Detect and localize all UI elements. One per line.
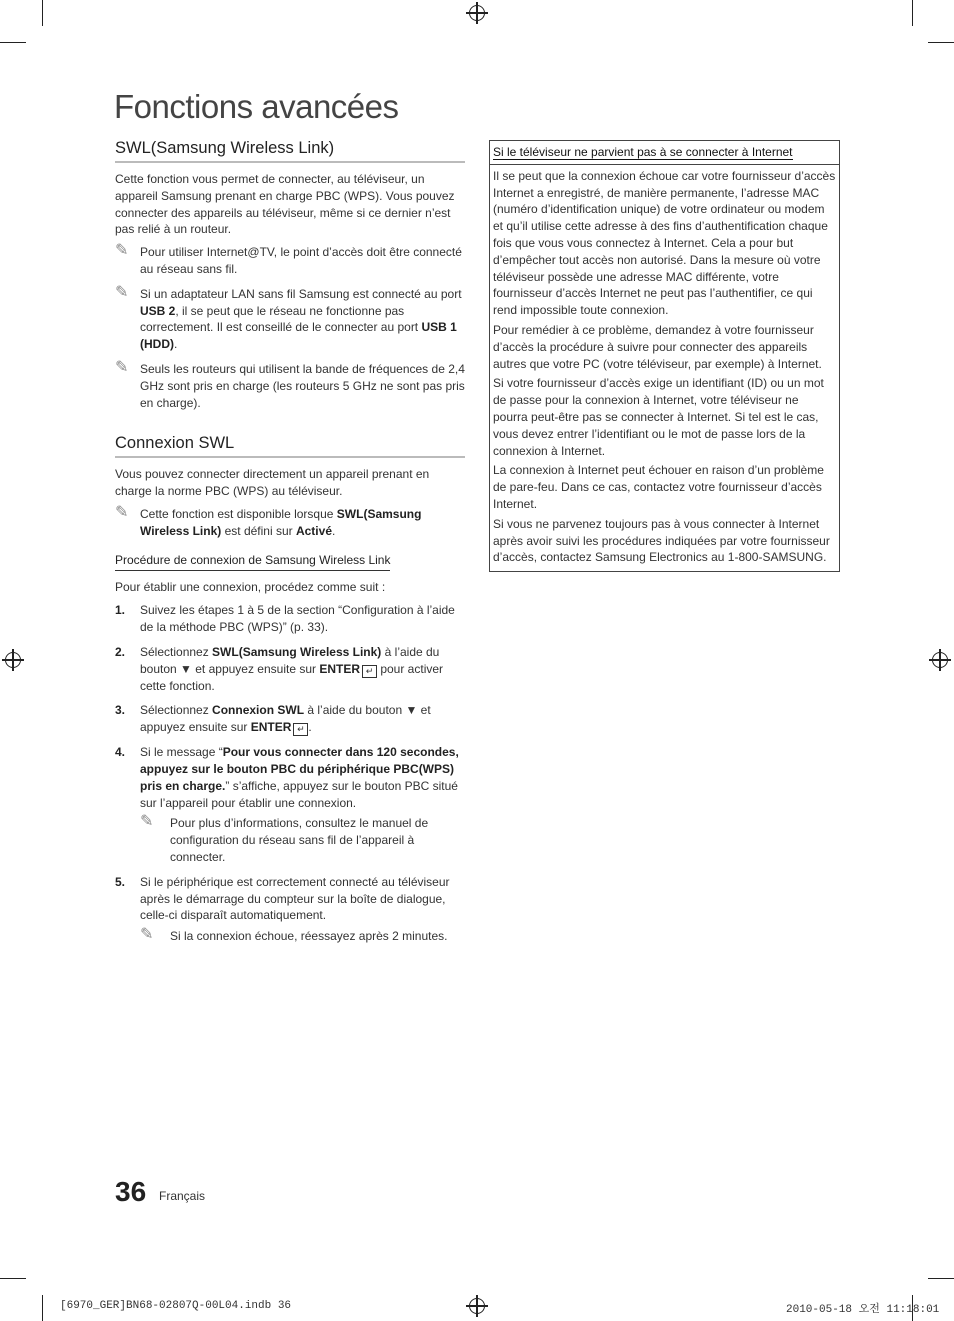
left-column (115, 138, 465, 953)
pencil-icon: ✎ (140, 926, 154, 944)
page-title: Fonctions avancées (114, 88, 399, 125)
list-item: 5. Si le périphérique est correctement connecté au téléviseur après le démarrage du compteur sur la boîte de dialogue, celle-ci disparaît automatiquement. ✎ Si la connexion échoue, réessayez après 2 minutes. (115, 874, 465, 945)
page-number: 36 (115, 1176, 147, 1207)
note: ✎ Pour utiliser Internet@TV, le point d’accès doit être connecté au réseau sans fil. (115, 242, 462, 276)
registration-mark-icon (469, 1298, 485, 1314)
note: ✎ Cette fonction est disponible lorsque SWL(Samsung Wireless Link) est défini sur Activé. (115, 503, 422, 538)
section-title-connexion-swl: Connexion SWL (115, 433, 465, 458)
registration-mark-icon (469, 5, 485, 21)
page-language: Français (159, 1189, 206, 1203)
enter-key-icon: ↵ (293, 723, 308, 736)
list-item: 2. Sélectionnez SWL(Samsung Wireless Link) à l’aide du bouton ▼ et appuyez ensuite sur ENTER ↵ pour activer cette fonction. (115, 644, 444, 693)
procedure-title: Procédure de connexion de Samsung Wireless Link (115, 552, 390, 572)
info-paragraph: Si vous ne parvenez toujours pas à vous connecter à Internet après avoir suivi les procédures indiquées par votre fournisseur d’accès, contactez Samsung Electronics au 1-800-SAMSUNG. (493, 516, 830, 565)
note: ✎ Seuls les routeurs qui utilisent la bande de fréquences de 2,4 GHz sont pris en charge (les routeurs 5 GHz ne sont pas pris en charge). (115, 358, 465, 410)
print-file-info: [6970_GER]BN68-02807Q-00L04.indb 36 (60, 1300, 292, 1312)
info-paragraph: Si votre fournisseur d’accès exige un identifiant (ID) ou un mot de passe pour la connexion à Internet, votre téléviseur ne pourra peut-être pas se connecter à Internet. Si tel est le cas, vous devez entrer l’identifiant ou le mot de passe lors de la connexion à Internet. (493, 376, 824, 458)
list-item: 4. Si le message “Pour vous connecter dans 120 secondes, appuyez sur le bouton PBC du périphérique PBC(WPS) pris en charge.” s’affiche, appuyez sur le bouton PBC situé sur l’appareil pour établir une connexion. ✎ Pour plus d’informations, consultez le manuel de configuration du réseau sans fil de l’appareil à connecter. (115, 744, 465, 866)
pencil-icon: ✎ (115, 242, 129, 260)
swl-intro: Cette fonction vous permet de connecter, au téléviseur, un appareil Samsung prenant en charge PBC (WPS). Vous pouvez connecter des appareils au téléviseur, même si ce dernier n’est pas relié à un routeur. (115, 172, 455, 237)
pencil-icon: ✎ (115, 503, 129, 521)
enter-key-icon: ↵ (362, 665, 377, 678)
pencil-icon: ✎ (115, 358, 129, 376)
pencil-icon: ✎ (140, 813, 154, 831)
print-timestamp: 2010-05-18 오전 11:18:01 (786, 1304, 940, 1316)
info-box-title: Si le téléviseur ne parvient pas à se connecter à Internet (490, 141, 839, 165)
section-title-swl: SWL(Samsung Wireless Link) (115, 138, 465, 163)
note: ✎ Si un adaptateur LAN sans fil Samsung est connecté au port USB 2, il se peut que le réseau ne fonctionne pas correctement. Il est conseillé de le connecter au port USB 1 (HDD). (115, 283, 462, 352)
connexion-intro: Vous pouvez connecter directement un appareil prenant en charge la norme PBC (WPS) au téléviseur. (115, 467, 430, 499)
note: ✎ Pour plus d’informations, consultez le manuel de configuration du réseau sans fil de l’appareil à connecter. (140, 813, 429, 864)
list-item: 3. Sélectionnez Connexion SWL à l’aide du bouton ▼ et appuyez ensuite sur ENTER ↵ . (115, 703, 431, 735)
procedure-intro: Pour établir une connexion, procédez comme suit : (115, 580, 386, 595)
registration-mark-icon (932, 652, 948, 668)
registration-mark-icon (5, 652, 21, 668)
info-paragraph: Pour remédier à ce problème, demandez à votre fournisseur d’accès la procédure à suivre pour connecter des appareils autres que votre PC (votre téléviseur, par exemple) à Internet. (493, 322, 822, 371)
info-paragraph: Il se peut que la connexion échoue car votre fournisseur d’accès Internet a enregistré, de manière permanente, l’adresse MAC (numéro d’identification unique) de votre ordinateur ou modem et qu’il utilise cette adresse à des fins d’authentification chaque fois que vous vous connectez à Internet. Cela a pour but d’empêcher tout accès non autorisé. Dans la mesure où votre téléviseur possède une adresse MAC différente, votre fournisseur d’accès Internet ne peut pas l’authentifier, ce qui rend impossible toute connexion. (493, 168, 836, 318)
note: ✎ Si la connexion échoue, réessayez après 2 minutes. (140, 926, 448, 944)
list-item: 1. Suivez les étapes 1 à 5 de la section “Configuration à l’aide de la méthode PBC (WPS)” (p. 33). (115, 603, 455, 634)
info-box (489, 140, 840, 572)
pencil-icon: ✎ (115, 283, 129, 301)
info-paragraph: La connexion à Internet peut échouer en raison d’un problème de pare-feu. Dans ce cas, contactez votre fournisseur d’accès Internet. (493, 463, 824, 511)
